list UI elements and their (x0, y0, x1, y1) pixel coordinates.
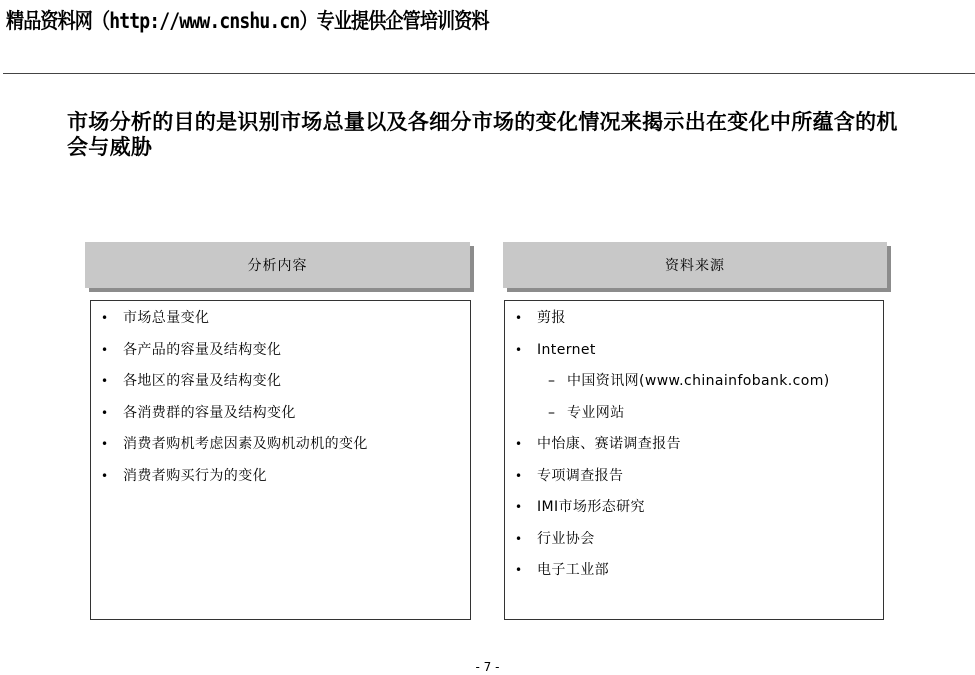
bullet-icon: • (515, 311, 523, 325)
header-divider (3, 73, 975, 74)
list-item-text: 各地区的容量及结构变化 (123, 373, 282, 389)
bullet-icon: • (101, 468, 109, 483)
bullet-icon: • (515, 468, 523, 483)
bullet-icon: • (101, 311, 109, 325)
bullet-icon: • (515, 563, 523, 577)
bullet-icon: • (515, 500, 523, 514)
list-item (505, 465, 883, 497)
bullet-icon: • (101, 437, 109, 451)
list-item (505, 496, 883, 528)
sub-list-item-text: 中国资讯网(www.chinainfobank.com) (567, 373, 830, 389)
list-item-text: 消费者购买行为的变化 (123, 467, 267, 484)
list-item-text: IMI市场形态研究 (537, 499, 645, 515)
data-sources-header (503, 242, 887, 288)
list-item (91, 307, 470, 339)
slide-title: 市场分析的目的是识别市场总量以及各细分市场的变化情况来揭示出在变化中所蕴含的机会与威胁 (67, 110, 898, 159)
list-item-text: 专项调查报告 (537, 467, 624, 484)
list-item-text: 消费者购机考虑因素及购机动机的变化 (123, 436, 368, 452)
analysis-content-header (85, 242, 470, 288)
site-header-title: 精品资料网（http://www.cnshu.cn）专业提供企管培训资料 (6, 9, 489, 33)
data-sources-header-label: 资料来源 (665, 258, 725, 274)
list-item (91, 433, 470, 465)
list-item-text: 市场总量变化 (123, 310, 210, 326)
sub-list-item (505, 402, 883, 434)
sub-list-item (505, 370, 883, 402)
sub-list-item-text: 专业网站 (567, 404, 625, 421)
list-item (91, 402, 470, 434)
bullet-icon: • (515, 342, 523, 357)
dash-icon: – (548, 373, 556, 389)
list-item-text: 剪报 (537, 310, 566, 326)
list-item (505, 559, 883, 591)
bullet-icon: • (101, 342, 109, 357)
list-item (505, 307, 883, 339)
analysis-content-box (90, 300, 471, 620)
bullet-icon: • (101, 405, 109, 420)
bullet-icon: • (515, 437, 523, 451)
bullet-icon: • (101, 374, 109, 388)
page-number: - 7 - (475, 660, 500, 674)
list-item-text: 各消费群的容量及结构变化 (123, 404, 296, 421)
list-item-text: 各产品的容量及结构变化 (123, 341, 282, 358)
list-item-text: 中怡康、赛诺调查报告 (537, 436, 681, 452)
bullet-icon: • (515, 531, 523, 546)
list-item-text: 电子工业部 (537, 562, 609, 578)
list-item (505, 528, 883, 560)
dash-icon: – (548, 404, 556, 421)
list-item (91, 370, 470, 402)
list-item (91, 339, 470, 371)
analysis-content-list (91, 307, 470, 496)
list-item (505, 433, 883, 465)
list-item (91, 465, 470, 497)
list-item-text: 行业协会 (537, 530, 595, 547)
list-item-text: Internet (537, 341, 596, 358)
list-item (505, 339, 883, 371)
analysis-content-header-label: 分析内容 (247, 258, 308, 274)
data-sources-list (505, 307, 883, 591)
data-sources-box (504, 300, 884, 620)
